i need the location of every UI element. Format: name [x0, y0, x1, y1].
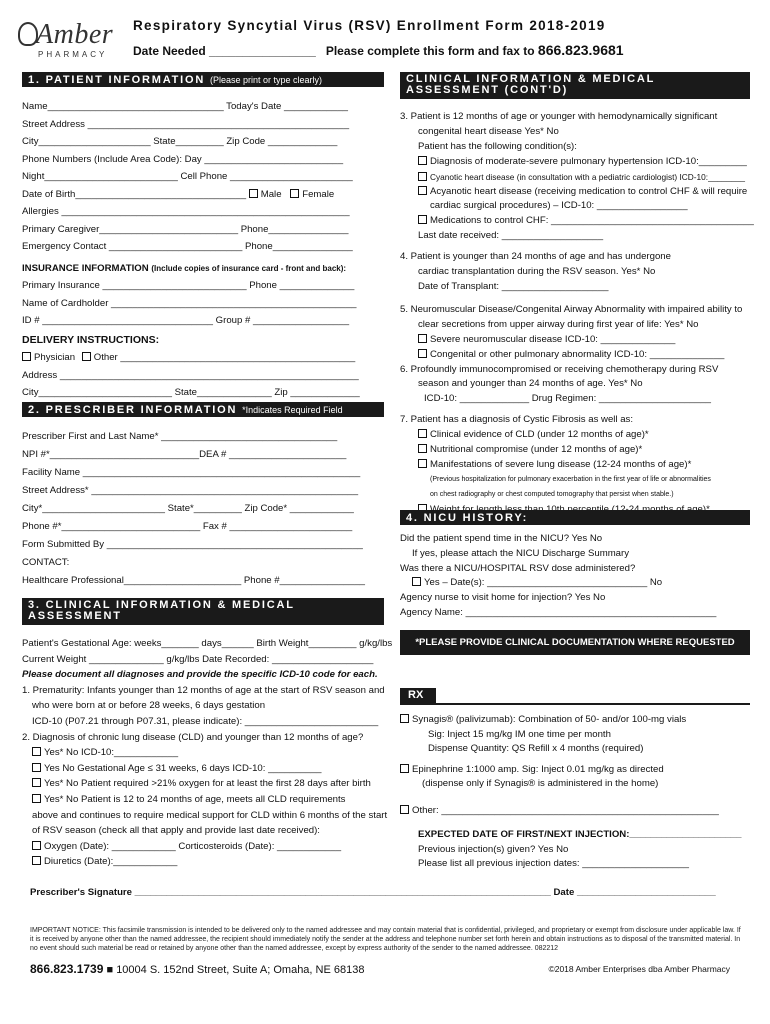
- submitted-by-field[interactable]: Form Submitted By ________________________________________________: [22, 539, 363, 550]
- date-needed[interactable]: Date Needed ________________: [133, 44, 316, 58]
- section-3-cont-header: CLINICAL INFORMATION & MEDICAL ASSESSMENT (CONT'D): [400, 72, 750, 99]
- diuretics-date[interactable]: Diuretics (Date):____________: [44, 856, 178, 868]
- item-4: 4. Patient is younger than 24 months of age and has undergone: [400, 251, 671, 263]
- male-checkbox[interactable]: [249, 189, 258, 198]
- insurance-title: INSURANCE INFORMATION (Include copies of insurance card - front and back):: [22, 262, 347, 274]
- transplant-yes-no[interactable]: cardiac transplantation during the RSV season. Yes* No: [418, 266, 656, 278]
- synagis-checkbox[interactable]: [400, 714, 409, 723]
- contact-label: CONTACT:: [22, 557, 70, 568]
- item-6: 6. Profoundly immunocompromised or receiving chemotherapy during RSV: [400, 363, 719, 375]
- delivery-title: DELIVERY INSTRUCTIONS:: [22, 333, 160, 346]
- facility-field[interactable]: Facility Name ____________________________________________________: [22, 467, 361, 478]
- prescriber-name-field[interactable]: Prescriber First and Last Name* _________________________________: [22, 431, 338, 442]
- primary-insurance-field[interactable]: Primary Insurance ___________________________ Phone ______________: [22, 280, 355, 291]
- immuno-yes-no[interactable]: season and younger than 24 months of age. Yes* No: [418, 378, 643, 390]
- congenital-pulm-checkbox[interactable]: [418, 349, 427, 358]
- oxygen-checkbox[interactable]: [32, 778, 41, 787]
- copyright: ©2018 Amber Enterprises dba Amber Pharmacy: [548, 964, 730, 974]
- item-7: 7. Patient has a diagnosis of Cystic Fibrosis as well as:: [400, 414, 634, 426]
- ga-yes-no[interactable]: Yes No Gestational Age ≤ 31 weeks, 6 days ICD-10: __________: [44, 762, 322, 774]
- cf-note-2: on chest radiography or chest computed tomography that persist when stable.): [430, 490, 674, 498]
- caregiver-field[interactable]: Primary Caregiver__________________________ Phone_______________: [22, 223, 349, 235]
- item-5: 5. Neuromuscular Disease/Congenital Airway Abnormality with impaired ability to: [400, 303, 743, 315]
- footer-address: 10004 S. 152nd Street, Suite A; Omaha, NE 68138: [116, 964, 365, 976]
- section-3-header: 3. CLINICAL INFORMATION & MEDICAL ASSESSMENT: [22, 598, 384, 625]
- nicu-info: Did the patient spend time in the NICU? Yes No If yes, please attach the NICU Discharge Summary Was there a NICU/HOSPITAL RSV dose administered? Yes – Date(s): ______________________________ No Agency nurse to visit home for injection? Yes No Agency Name: _______________________________________________: [400, 532, 750, 621]
- item-1b: who were born at or before 28 weeks, 6 days gestation: [32, 700, 266, 712]
- nicu-attach: If yes, please attach the NICU Discharge Summary: [412, 547, 630, 559]
- female-checkbox[interactable]: [290, 189, 299, 198]
- cld-continue: above and continues to require medical support for CLD within 6 months of the start: [32, 809, 388, 821]
- acyanotic-checkbox[interactable]: [418, 186, 427, 195]
- footer-bullet-icon: ■: [106, 964, 114, 976]
- expected-date-field[interactable]: EXPECTED DATE OF FIRST/NEXT INJECTION:_____________________: [418, 829, 742, 840]
- cld-12-24-checkbox[interactable]: [32, 794, 41, 803]
- clinical-info: [22, 636, 393, 870]
- nicu-dose-question: Was there a NICU/HOSPITAL RSV dose administered?: [400, 562, 636, 574]
- cld-12-24[interactable]: Yes* No Patient is 12 to 24 months of age, meets all CLD requirements: [44, 793, 346, 805]
- fax-number: 866.823.9681: [537, 42, 624, 58]
- cyanotic-checkbox[interactable]: [418, 172, 427, 181]
- cf-lung-checkbox[interactable]: [418, 459, 427, 468]
- amber-logo: [20, 18, 120, 59]
- other-rx-checkbox[interactable]: [400, 805, 409, 814]
- other-checkbox[interactable]: [82, 352, 91, 361]
- dob-row: Date of Birth________________________________ Male Female: [22, 188, 335, 200]
- item-2: 2. Diagnosis of chronic lung disease (CLD) and younger than 12 months of age?: [22, 731, 364, 743]
- gestational-age-field[interactable]: Patient's Gestational Age: weeks_______ days______ Birth Weight_________ g/kg/lbs: [22, 638, 393, 649]
- section-1-header: 1. PATIENT INFORMATION (Please print or type clearly): [22, 72, 384, 87]
- logo-sub: PHARMACY: [38, 49, 108, 59]
- item-1-icd[interactable]: ICD-10 (P07.21 through P07.31, please indicate): _________________________: [32, 715, 379, 727]
- signature-field[interactable]: Prescriber's Signature ______________________________________________________________________________ Date __________________________: [30, 887, 716, 898]
- footer-contact: [30, 962, 364, 977]
- cld-check-all: of RSV season (check all that apply and provide last date received):: [32, 825, 320, 837]
- previous-injection[interactable]: Previous injection(s) given? Yes No: [418, 843, 569, 855]
- neuro-checkbox[interactable]: [418, 334, 427, 343]
- phone-night-field[interactable]: Night_________________________ Cell Phone _______________________: [22, 171, 353, 182]
- immuno-icd-field[interactable]: ICD-10: _____________ Drug Regimen: _____________________: [424, 393, 711, 405]
- emergency-field[interactable]: Emergency Contact _________________________ Phone_______________: [22, 241, 353, 252]
- nicu-yes-no[interactable]: Did the patient spend time in the NICU? Yes No: [400, 533, 603, 544]
- current-weight-field[interactable]: Current Weight ______________ g/kg/lbs Date Recorded: ___________________: [22, 653, 374, 665]
- logo-text: Amber: [36, 19, 114, 50]
- item-1: 1. Prematurity: Infants younger than 12 months of age at the start of RSV season and: [22, 684, 385, 696]
- delivery-address-field[interactable]: Address ________________________________________________________: [22, 369, 359, 381]
- documentation-note: *PLEASE PROVIDE CLINICAL DOCUMENTATION WHERE REQUESTED: [400, 630, 750, 655]
- cld-yes-no[interactable]: Yes* No ICD-10:____________: [44, 747, 179, 759]
- street-field[interactable]: Street Address _________________________________________________: [22, 118, 350, 130]
- pulm-htn-checkbox[interactable]: [418, 156, 427, 165]
- npi-dea-field[interactable]: NPI #*____________________________DEA # ______________________: [22, 449, 347, 460]
- physician-checkbox[interactable]: [22, 352, 31, 361]
- previous-dates-field[interactable]: Please list all previous injection dates: ____________________: [418, 858, 689, 869]
- acyanotic-icd[interactable]: cardiac surgical procedures) – ICD-10: _________________: [430, 200, 688, 212]
- oxygen-yes-no[interactable]: Yes* No Patient required >21% oxygen for at least the first 28 days after birth: [44, 778, 371, 790]
- rx-title: RX: [400, 688, 436, 703]
- neuro-yes-no[interactable]: clear secretions from upper airway during first year of life: Yes* No: [418, 318, 699, 330]
- patient-info: [22, 98, 384, 402]
- fax-label: Please complete this form and fax to: [325, 44, 535, 58]
- ga-checkbox[interactable]: [32, 763, 41, 772]
- cld-checkbox[interactable]: [32, 747, 41, 756]
- dob-field[interactable]: Date of Birth________________________________: [22, 188, 247, 200]
- epinephrine-checkbox[interactable]: [400, 764, 409, 773]
- nicu-dose-checkbox[interactable]: [412, 577, 421, 586]
- prescriber-info: [22, 428, 384, 590]
- last-date-field[interactable]: Last date received: ___________________: [418, 230, 604, 242]
- city-field[interactable]: City_____________________ State_________ Zip Code _____________: [22, 136, 338, 147]
- logo-mark-icon: [18, 22, 38, 46]
- oxygen-date-checkbox[interactable]: [32, 841, 41, 850]
- icd-note: Please document all diagnoses and provide the specific ICD-10 code for each.: [22, 669, 378, 681]
- section-2-header: 2. PRESCRIBER INFORMATION *Indicates Required Field: [22, 402, 384, 417]
- footer-phone: 866.823.1739: [30, 962, 104, 976]
- cf-cld-checkbox[interactable]: [418, 429, 427, 438]
- diuretics-checkbox[interactable]: [32, 856, 41, 865]
- clinical-cont: 3. Patient is 12 months of age or younger with hemodynamically significant congenital heart disease Yes* No Patient has the following condition(s): Diagnosis of moderate-severe pulmonary hypertension ICD-10:_________ Cyanotic heart disease (in consultation with a pediatric cardiologist) ICD-10:________ Acyanotic heart disease (receiving medication to control CHF & will require cardiac surgical procedures) – ICD-10: _________________ Medications to control CHF: ______________________________________ Last date received: ___________________ 4. Patient is younger than 24 months of age and has undergone cardiac transplantation during the RSV season. Yes* No Date of Transplant: ____________________ 5. Neuromuscular Disease/Congenital Airway Abnormality with impaired ability to clear secretions from upper airway during first year of life: Yes* No Severe neuromuscular disease ICD-10: ______________ Congenital or other pulmonary abnormality ICD-10: ______________ 6. Profoundly immunocompromised or receiving chemotherapy during RSV season and younger than 24 months of age. Yes* No ICD-10: _____________ Drug Regimen: _____________________ 7. Patient has a diagnosis of Cystic Fibrosis as well as: Clinical evidence of CLD (under 12 months of age)* Nutritional compromise (under 12 months of age)* Manifestations of severe lung disease (12-24 months of age)* (Previous hospitalization for pulmonary exacerbation in the first year of life or abnormalities on chest radiography or chest computed tomography that persist when stable.): [400, 110, 750, 518]
- id-group-field[interactable]: ID # ________________________________ Group # __________________: [22, 315, 350, 326]
- cardholder-field[interactable]: Name of Cardholder ______________________________________________: [22, 297, 357, 309]
- healthcare-pro-field[interactable]: Healthcare Professional______________________ Phone #________________: [22, 575, 366, 586]
- cf-note-1: (Previous hospitalization for pulmonary exacerbation in the first year of life or abnormalities: [430, 475, 711, 483]
- allergies-field[interactable]: Allergies ______________________________________________________: [22, 206, 350, 217]
- agency-name-field[interactable]: Agency Name: _______________________________________________: [400, 606, 717, 618]
- synagis-sig: Sig: Inject 15 mg/kg IM one time per month: [428, 728, 611, 740]
- delivery-city-field[interactable]: City_________________________ State______________ Zip _____________: [22, 387, 360, 398]
- oxygen-cortico-dates[interactable]: Oxygen (Date): ____________ Corticosteroids (Date): ____________: [44, 840, 342, 852]
- prescriber-city-field[interactable]: City*_______________________ State*_________ Zip Code* ____________: [22, 503, 354, 514]
- chd-yes-no[interactable]: congenital heart disease Yes* No: [418, 125, 559, 137]
- phone-fax-field[interactable]: Phone #*__________________________ Fax # _______________________: [22, 521, 353, 532]
- section-4-header: 4. NICU HISTORY:: [400, 510, 750, 525]
- transplant-date-field[interactable]: Date of Transplant: ____________________: [418, 280, 609, 292]
- prescriber-street-field[interactable]: Street Address* __________________________________________________: [22, 485, 359, 496]
- conditions-label: Patient has the following condition(s):: [418, 140, 577, 152]
- epi-note: (dispense only if Synagis® is administered in the home): [422, 778, 659, 789]
- agency-nurse-yes-no[interactable]: Agency nurse to visit home for injection? Yes No: [400, 592, 606, 604]
- chf-meds-checkbox[interactable]: [418, 215, 427, 224]
- phone-day-field[interactable]: Phone Numbers (Include Area Code): Day __________________________: [22, 153, 344, 165]
- delivery-options: Physician Other ____________________________________________: [22, 349, 384, 367]
- cf-nutrition-checkbox[interactable]: [418, 444, 427, 453]
- header-line: [133, 42, 624, 59]
- synagis-dispense: Dispense Quantity: QS Refill x 4 months (required): [428, 743, 644, 754]
- rx-section: RX Synagis® (palivizumab): Combination of 50- and/or 100-mg vials Sig: Inject 15 mg/kg IM one time per month Dispense Quantity: QS Refill x 4 months (required) Epinephrine 1:1000 amp. Sig: Inject 0.01 mg/kg as directed (dispense only if Synagis® is administered in the home) Other: ____________________________________________________ EXPECTED DATE OF FIRST/NEXT INJECTION:_____________________ Previous injection(s) given? Yes No Please list all previous injection dates: ____________________: [400, 688, 750, 872]
- item-3: 3. Patient is 12 months of age or younger with hemodynamically significant: [400, 111, 718, 122]
- important-notice: IMPORTANT NOTICE: This facsimile transmission is intended to be delivered only to the named addressee and may contain material that is confidential, privileged, and proprietary or exempt from disclosure under applicable law. If it is received by anyone other than the named addressee, the recipient should immediately notify the sender at the address and telephone number set forth herein and obtain instructions as to disposal of the transmitted material. In no event should such material be read or retained by anyone other than the named addressee, except by express authority of the sender to the named addressee. 082212: [30, 927, 741, 953]
- name-field[interactable]: Name_________________________________ Today's Date ____________: [22, 101, 349, 112]
- form-title: Respiratory Syncytial Virus (RSV) Enrollment Form 2018-2019: [133, 18, 606, 33]
